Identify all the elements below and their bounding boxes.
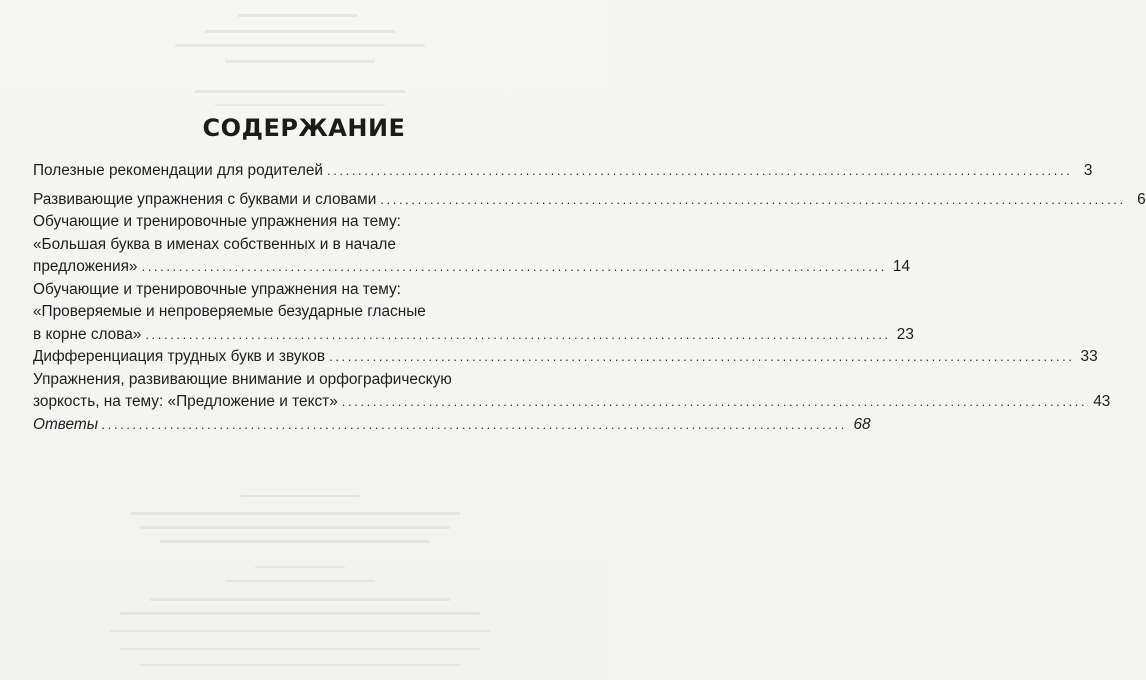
toc-entry-last-line	[33, 414, 871, 437]
toc-entry-last-line	[33, 256, 911, 279]
toc-entry-last-line	[33, 324, 914, 347]
bleed-through-mark	[130, 512, 460, 515]
bleed-through-mark	[140, 526, 450, 529]
toc-entry-text: Упражнения, развивающие внимание и орфографическую	[33, 370, 452, 388]
toc-entry	[33, 160, 1093, 183]
bleed-through-mark	[150, 598, 450, 601]
toc-entry	[33, 189, 1146, 212]
toc-entry-text: Обучающие и тренировочные упражнения на тему:	[33, 213, 401, 230]
toc-entry-text: «Большая буква в именах собственных и в начале	[33, 235, 396, 253]
toc-entry-text: Обучающие и тренировочные упражнения на тему:	[33, 280, 401, 298]
dot-leader: ........................................................................................................................	[341, 394, 1088, 409]
dot-leader: ........................................................................................................................	[141, 259, 887, 274]
toc-entry-text: Дифференциация трудных букв и звуков	[33, 348, 326, 365]
dot-leader: ........................................................................................................................	[102, 416, 848, 432]
bleed-through-mark	[225, 60, 375, 63]
toc-entry-text: Ответы	[33, 415, 99, 433]
bleed-through-mark	[238, 14, 358, 17]
toc-entry	[33, 414, 871, 437]
toc-entry-text: в корне слова»	[33, 325, 142, 343]
toc-entry-last-line	[33, 189, 1146, 212]
toc-entry-text: «Проверяемые и непроверяемые безударные гласные	[33, 303, 426, 320]
toc-entry-text: предложения»	[33, 258, 138, 275]
bleed-through-mark	[205, 30, 395, 33]
toc-page-number: 3	[1083, 162, 1093, 179]
bleed-through-mark	[175, 44, 425, 47]
dot-leader: ........................................................................................................................	[380, 191, 1126, 207]
toc-entry-text: зоркость, на тему: «Предложение и текст»	[33, 393, 338, 410]
toc-page-number: 68	[853, 415, 871, 433]
dot-leader: ........................................................................................................................	[329, 349, 1075, 364]
toc-entry-text: Развивающие упражнения с буквами и словами	[33, 190, 377, 208]
bleed-through-mark	[215, 104, 385, 106]
toc-entry-last-line	[33, 391, 1111, 414]
toc-entry	[33, 279, 914, 347]
toc-entry-text: Полезные рекомендации для родителей	[33, 162, 323, 179]
toc-page-number: 33	[1080, 348, 1098, 365]
dot-leader: ........................................................................................................................	[145, 326, 891, 342]
toc-entry-last-line	[33, 346, 1098, 369]
toc-entry	[33, 211, 911, 279]
bleed-through-mark	[140, 664, 460, 666]
toc-page-number: 43	[1093, 393, 1111, 410]
bleed-through-mark	[160, 540, 430, 543]
toc-page-number: 14	[892, 258, 911, 275]
toc-page-number: 6	[1137, 190, 1146, 208]
toc-entry-last-line	[33, 160, 1093, 183]
bleed-through-mark	[240, 495, 360, 497]
toc-entry	[33, 346, 1098, 369]
bleed-through-mark	[120, 612, 480, 615]
bleed-through-mark	[120, 648, 480, 650]
dot-leader: ........................................................................................................................	[326, 163, 1073, 178]
toc-page-number: 23	[896, 325, 914, 343]
bleed-through-mark	[110, 630, 490, 632]
bleed-through-mark	[195, 90, 405, 93]
toc-entry	[33, 369, 1111, 414]
page-title: СОДЕРЖАНИЕ	[202, 114, 406, 142]
bleed-through-mark	[255, 566, 345, 568]
table-of-contents	[33, 160, 1146, 436]
bleed-through-mark	[225, 580, 375, 582]
